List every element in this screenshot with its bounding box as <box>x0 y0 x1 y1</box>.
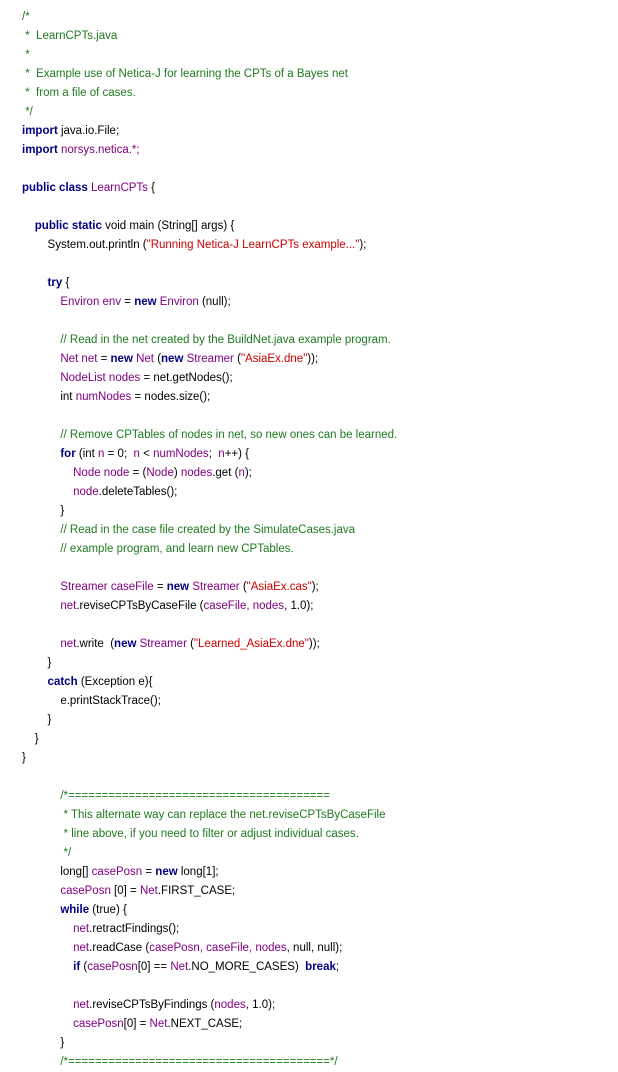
code-token: ++) { <box>224 448 249 460</box>
code-token: ; <box>335 961 340 973</box>
code-line <box>22 122 618 141</box>
code-token <box>22 467 73 479</box>
code-token: { <box>65 277 70 289</box>
code-token: for <box>22 448 79 460</box>
code-token: ( <box>83 961 88 973</box>
code-token: } <box>22 1037 65 1049</box>
code-line <box>22 673 618 692</box>
code-line <box>22 179 618 198</box>
code-token: ( <box>242 581 247 593</box>
code-token: "AsiaEx.dne" <box>240 353 308 365</box>
code-token: .FIRST_CASE; <box>157 885 236 897</box>
code-token: ; <box>208 448 219 460</box>
code-line <box>22 882 618 901</box>
code-token: /*=======================================*/ <box>22 1056 338 1068</box>
code-line <box>22 8 618 27</box>
code-line <box>22 141 618 160</box>
code-token: .reviseCPTsByFindings ( <box>89 999 215 1011</box>
code-line <box>22 426 618 445</box>
code-token: node <box>73 486 99 498</box>
code-line <box>22 635 618 654</box>
code-token: Node node <box>73 467 130 479</box>
code-token: ( <box>157 353 162 365</box>
code-line <box>22 901 618 920</box>
code-token: * LearnCPTs.java <box>22 30 118 42</box>
code-token: = <box>97 353 111 365</box>
code-line <box>22 711 618 730</box>
code-token: e.printStackTrace(); <box>22 695 161 707</box>
code-token: casePosn <box>60 885 111 897</box>
code-token: [0] == <box>137 961 171 973</box>
code-token: new <box>155 866 181 878</box>
code-token: net <box>73 999 90 1011</box>
code-token <box>22 885 60 897</box>
code-token: */ <box>22 106 33 118</box>
code-token: numNodes <box>75 391 132 403</box>
code-token: } <box>22 657 52 669</box>
code-token <box>22 296 60 308</box>
code-line <box>22 977 618 996</box>
code-line <box>22 103 618 122</box>
code-token: try <box>22 277 66 289</box>
code-token: long[1]; <box>180 866 219 878</box>
code-line <box>22 692 618 711</box>
code-token: // example program, and learn new CPTables. <box>22 543 294 555</box>
code-token: void main (String[] args) { <box>105 220 235 232</box>
code-token: Node <box>146 467 174 479</box>
code-line <box>22 996 618 1015</box>
code-token <box>22 581 60 593</box>
code-token: ( <box>190 638 194 650</box>
code-token <box>22 923 73 935</box>
code-token <box>22 638 60 650</box>
code-line <box>22 65 618 84</box>
code-token: LearnCPTs <box>91 182 148 194</box>
code-line <box>22 84 618 103</box>
code-line <box>22 521 618 540</box>
code-token: , 1.0); <box>245 999 276 1011</box>
code-token: new <box>134 296 160 308</box>
code-token <box>22 600 60 612</box>
code-token: // Remove CPTables of nodes in net, so new ones can be learned. <box>22 429 398 441</box>
code-token: NodeList nodes <box>60 372 141 384</box>
code-token <box>22 486 73 498</box>
code-token: Net net <box>60 353 98 365</box>
code-token: n <box>98 448 105 460</box>
code-token: (int <box>78 448 99 460</box>
code-token: [0] = <box>110 885 140 897</box>
code-token: long[] <box>22 866 92 878</box>
code-line <box>22 1015 618 1034</box>
code-line <box>22 217 618 236</box>
code-line <box>22 464 618 483</box>
code-token <box>22 942 73 954</box>
code-token: .deleteTables(); <box>98 486 178 498</box>
code-line <box>22 502 618 521</box>
code-line <box>22 46 618 65</box>
code-token: * Example use of Netica-J for learning the CPTs of a Bayes net <box>22 68 348 80</box>
code-line <box>22 787 618 806</box>
code-token: */ <box>22 847 72 859</box>
code-token: .write ( <box>76 638 115 650</box>
code-token: java.io.File; <box>60 125 120 137</box>
code-token: // Read in the case file created by the SimulateCases.java <box>22 524 356 536</box>
code-token: .NO_MORE_CASES) <box>188 961 306 973</box>
code-token: } <box>22 733 39 745</box>
code-token: norsys.netica.*; <box>60 144 140 156</box>
code-token: * line above, if you need to filter or adjust individual cases. <box>22 828 359 840</box>
code-token: // Read in the net created by the BuildNet.java example program. <box>22 334 391 346</box>
code-line <box>22 806 618 825</box>
code-line <box>22 160 618 179</box>
code-token: } <box>22 505 65 517</box>
code-token: } <box>22 752 26 764</box>
code-token: )); <box>307 353 319 365</box>
code-token: Streamer <box>186 353 238 365</box>
code-token: .readCase ( <box>89 942 150 954</box>
code-line <box>22 274 618 293</box>
code-token: } <box>22 714 52 726</box>
code-token: .retractFindings(); <box>89 923 180 935</box>
code-line <box>22 1053 618 1072</box>
code-token: = nodes.size(); <box>131 391 211 403</box>
code-line <box>22 407 618 426</box>
code-line <box>22 369 618 388</box>
code-token: public static <box>22 220 106 232</box>
code-line <box>22 540 618 559</box>
code-token: < <box>139 448 154 460</box>
code-token: , 1.0); <box>284 600 314 612</box>
code-token: numNodes <box>153 448 209 460</box>
code-token: while <box>22 904 93 916</box>
code-line <box>22 236 618 255</box>
code-token: (true) { <box>92 904 127 916</box>
code-token: Streamer <box>139 638 191 650</box>
code-token: = ( <box>129 467 147 479</box>
code-line <box>22 654 618 673</box>
code-token: (Exception e){ <box>80 676 153 688</box>
code-token: .get ( <box>212 467 239 479</box>
code-token: = <box>121 296 135 308</box>
code-line <box>22 616 618 635</box>
code-token: ); <box>359 239 367 251</box>
code-token: net <box>73 923 90 935</box>
code-token: * from a file of cases. <box>22 87 136 99</box>
code-token: [0] = <box>123 1018 150 1030</box>
code-token: "AsiaEx.cas" <box>246 581 312 593</box>
code-line <box>22 483 618 502</box>
code-line <box>22 730 618 749</box>
code-token: = net.getNodes(); <box>140 372 233 384</box>
code-token: Environ env <box>60 296 122 308</box>
code-token: ( <box>237 353 241 365</box>
code-token: casePosn <box>73 1018 124 1030</box>
code-line <box>22 825 618 844</box>
code-token: Net <box>149 1018 168 1030</box>
code-line <box>22 445 618 464</box>
code-token: n <box>238 467 245 479</box>
code-token: * <box>22 49 30 61</box>
code-token: /*======================================= <box>22 790 330 802</box>
code-token: , null, null); <box>286 942 343 954</box>
code-token: "Running Netica-J LearnCPTs example..." <box>146 239 360 251</box>
code-token: ); <box>311 581 319 593</box>
code-line <box>22 768 618 787</box>
code-token: new <box>110 353 137 365</box>
code-token: n <box>133 448 140 460</box>
code-token: public class <box>22 182 92 194</box>
code-token: net <box>73 942 90 954</box>
code-line <box>22 312 618 331</box>
code-line <box>22 578 618 597</box>
code-line <box>22 559 618 578</box>
code-line <box>22 939 618 958</box>
code-token: net <box>60 600 77 612</box>
code-token: .NEXT_CASE; <box>167 1018 243 1030</box>
code-line <box>22 1034 618 1053</box>
code-token: new <box>166 581 193 593</box>
code-token <box>22 353 60 365</box>
code-token: System.out.println ( <box>22 239 147 251</box>
code-token <box>22 999 73 1011</box>
code-token: Environ <box>159 296 199 308</box>
code-token: Net <box>136 353 158 365</box>
code-token <box>22 372 60 384</box>
code-line <box>22 255 618 274</box>
code-token: casePosn <box>91 866 143 878</box>
code-line <box>22 844 618 863</box>
code-line <box>22 920 618 939</box>
code-line <box>22 597 618 616</box>
code-token <box>22 1018 73 1030</box>
code-token: net <box>60 638 77 650</box>
code-line <box>22 388 618 407</box>
code-token: new <box>114 638 140 650</box>
code-token: catch <box>22 676 81 688</box>
code-token: (null); <box>198 296 231 308</box>
code-token: new <box>161 353 187 365</box>
code-token: ) <box>173 467 181 479</box>
code-token: casePosn <box>87 961 138 973</box>
code-token: /* <box>22 11 30 23</box>
code-token: if <box>22 961 84 973</box>
code-line <box>22 350 618 369</box>
code-token: nodes <box>214 999 246 1011</box>
code-token: = 0; <box>104 448 134 460</box>
code-token: casePosn, caseFile, nodes <box>149 942 287 954</box>
code-line <box>22 863 618 882</box>
code-token: caseFile, nodes <box>203 600 285 612</box>
code-token: int <box>22 391 76 403</box>
code-token: Streamer caseFile <box>60 581 154 593</box>
code-token: nodes <box>180 467 213 479</box>
code-token: import <box>22 144 61 156</box>
code-token: = <box>153 581 167 593</box>
code-token: .reviseCPTsByCaseFile ( <box>76 600 204 612</box>
code-line <box>22 198 618 217</box>
code-token: "Learned_AsiaEx.dne" <box>193 638 309 650</box>
code-line <box>22 27 618 46</box>
code-token: Net <box>139 885 158 897</box>
code-line <box>22 749 618 768</box>
code-token: break <box>305 961 336 973</box>
code-token: Net <box>170 961 189 973</box>
code-token: Streamer <box>192 581 243 593</box>
code-token: ); <box>244 467 252 479</box>
code-token: { <box>147 182 155 194</box>
code-token: = <box>142 866 156 878</box>
code-line <box>22 331 618 350</box>
code-line <box>22 958 618 977</box>
code-token: )); <box>308 638 320 650</box>
code-token: * This alternate way can replace the net.reviseCPTsByCaseFile <box>22 809 386 821</box>
code-token: n <box>218 448 225 460</box>
code-token: import <box>22 125 61 137</box>
code-line <box>22 293 618 312</box>
